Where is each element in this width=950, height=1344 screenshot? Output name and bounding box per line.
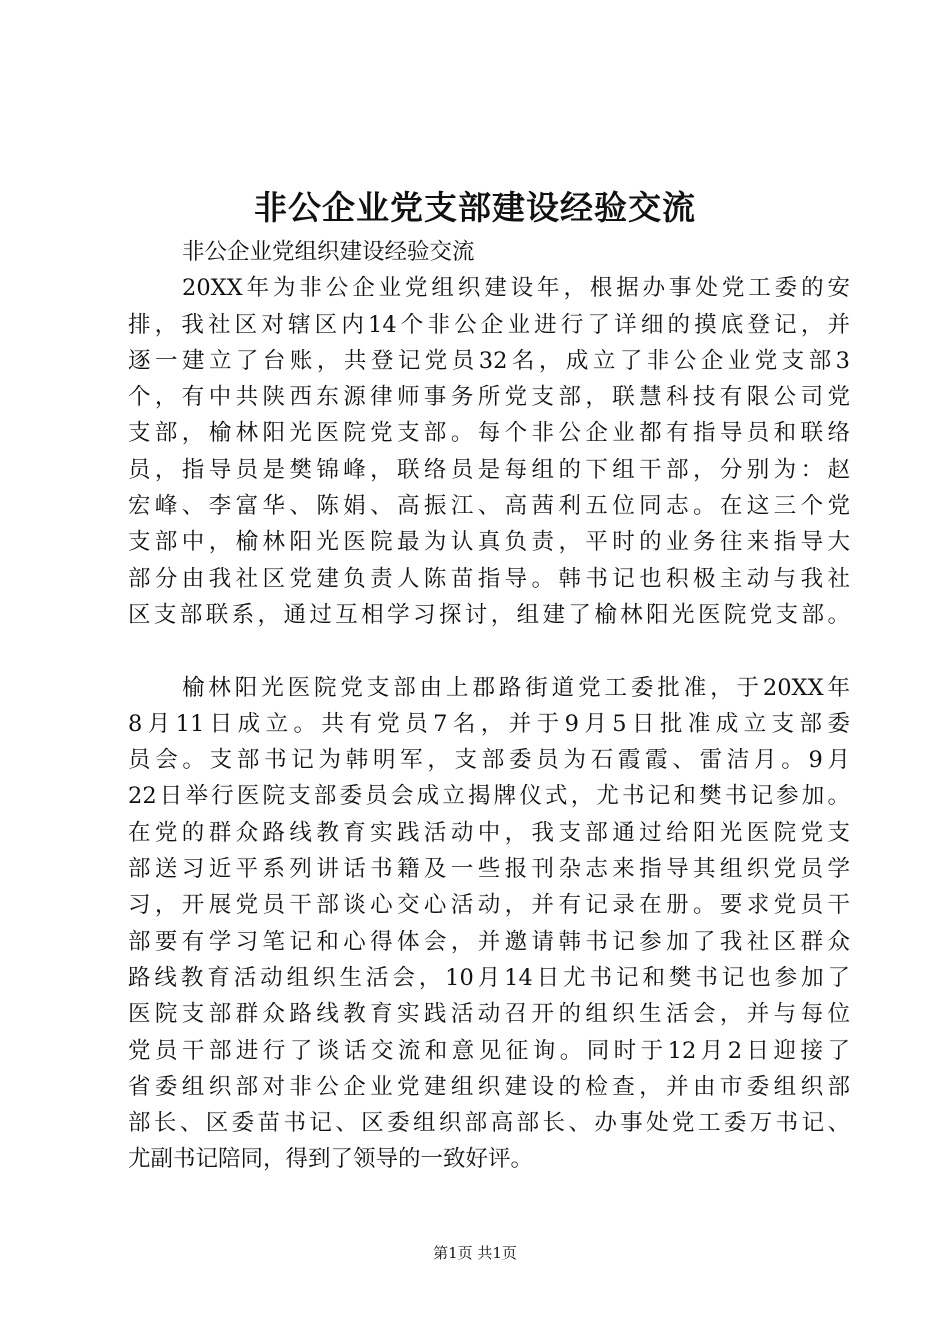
paragraph-1-line: 支部，榆林阳光医院党支部。每个非公企业都有指导员和联络 <box>128 420 850 447</box>
document-title: 非公企业党支部建设经验交流 <box>254 188 696 227</box>
paragraph-2-line: 部要有学习笔记和心得体会，并邀请韩书记参加了我社区群众 <box>128 928 850 955</box>
paragraph-2-line: 榆林阳光医院党支部由上郡路街道党工委批准，于20XX年 <box>182 674 850 701</box>
paragraph-2-line: 8月11日成立。共有党员7名，并于9月5日批准成立支部委 <box>128 710 850 737</box>
paragraph-2-line: 22日举行医院支部委员会成立揭牌仪式，尤书记和樊书记参加。 <box>128 783 850 810</box>
paragraph-2-line: 部长、区委苗书记、区委组织部高部长、办事处党工委万书记、 <box>128 1110 850 1137</box>
paragraph-1-line: 逐一建立了台账，共登记党员32名，成立了非公企业党支部3 <box>128 347 850 374</box>
document-body <box>128 234 850 1178</box>
page-footer: 第1页 共1页 <box>433 1244 517 1262</box>
paragraph-1-line: 部分由我社区党建负责人陈苗指导。韩书记也积极主动与我社 <box>128 565 850 592</box>
paragraph-spacer <box>128 633 850 669</box>
paragraph-2-line: 尤副书记陪同，得到了领导的一致好评。 <box>128 1146 534 1173</box>
paragraph-1-line: 个，有中共陕西东源律师事务所党支部，联慧科技有限公司党 <box>128 384 850 411</box>
paragraph-1-line: 排，我社区对辖区内14个非公企业进行了详细的摸底登记，并 <box>128 311 850 338</box>
paragraph-2-line: 党员干部进行了谈话交流和意见征询。同时于12月2日迎接了 <box>128 1037 850 1064</box>
paragraph-1-line: 宏峰、李富华、陈娟、高振江、高茜利五位同志。在这三个党 <box>128 493 850 520</box>
paragraph-2-line: 医院支部群众路线教育实践活动召开的组织生活会，并与每位 <box>128 1001 850 1028</box>
paragraph-1-line: 支部中，榆林阳光医院最为认真负责，平时的业务往来指导大 <box>128 529 850 556</box>
paragraph-2-line: 路线教育活动组织生活会，10月14日尤书记和樊书记也参加了 <box>128 964 850 991</box>
paragraph-1-line: 区支部联系，通过互相学习探讨，组建了榆林阳光医院党支部。 <box>128 601 850 628</box>
paragraph-2-line: 习，开展党员干部谈心交心活动，并有记录在册。要求党员干 <box>128 892 850 919</box>
paragraph-1-line: 员，指导员是樊锦峰，联络员是每组的下组干部，分别为：赵 <box>128 456 850 483</box>
paragraph-2-line: 部送习近平系列讲话书籍及一些报刊杂志来指导其组织党员学 <box>128 856 850 883</box>
paragraph-2-line: 在党的群众路线教育实践活动中，我支部通过给阳光医院党支 <box>128 819 850 846</box>
paragraph-2-line: 省委组织部对非公企业党建组织建设的检查，并由市委组织部 <box>128 1073 850 1100</box>
document-subtitle: 非公企业党组织建设经验交流 <box>182 239 475 265</box>
paragraph-1-line: 20XX年为非公企业党组织建设年，根据办事处党工委的安 <box>182 275 850 302</box>
paragraph-2-line: 员会。支部书记为韩明军，支部委员为石霞霞、雷洁月。9月 <box>128 747 850 774</box>
